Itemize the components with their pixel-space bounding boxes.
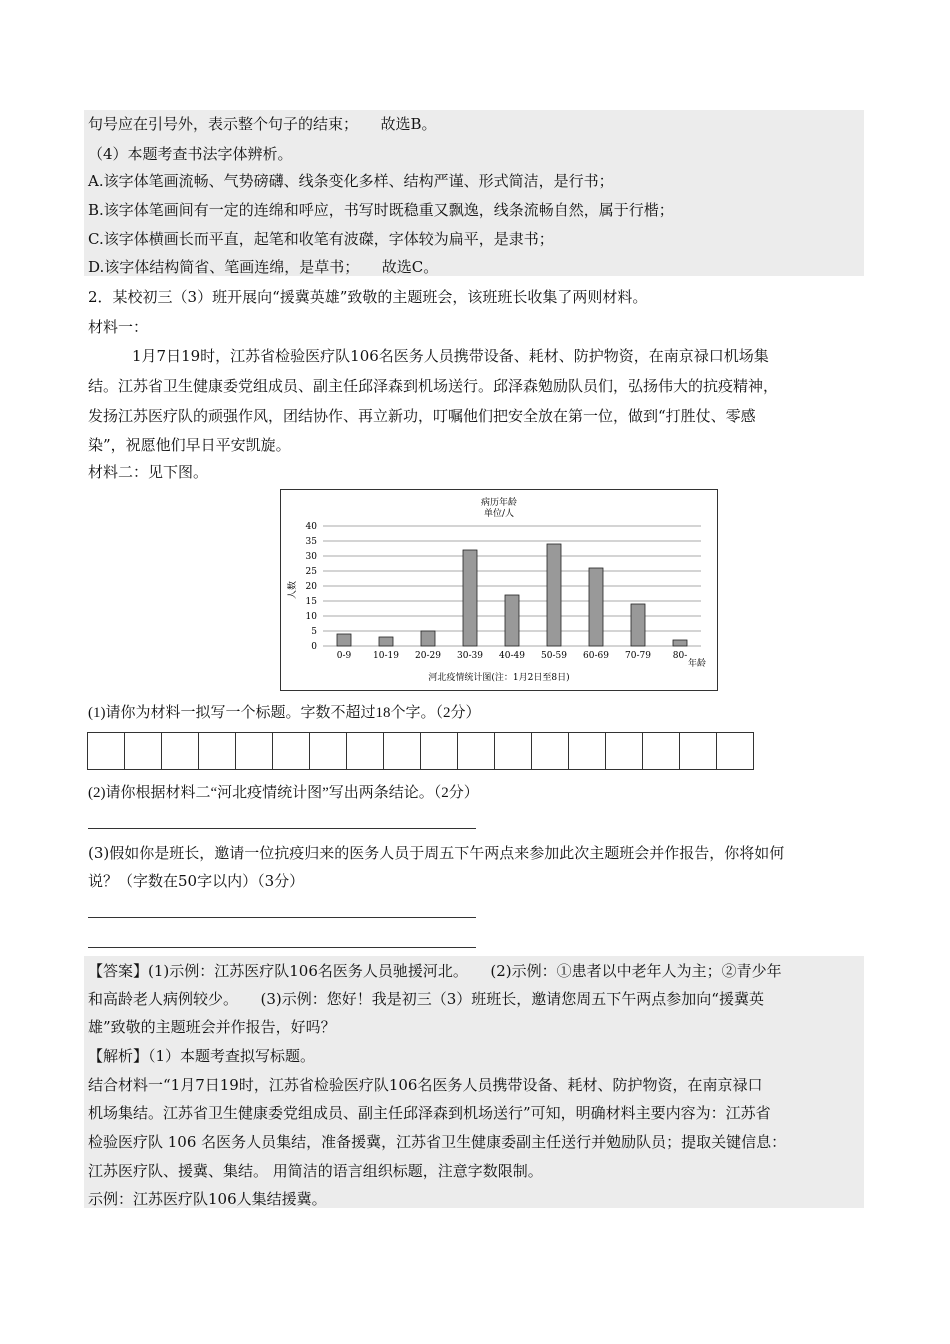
x-tick-label: 0-9 (336, 651, 352, 661)
answer-line[interactable] (88, 828, 476, 829)
chart-subtitle: 单位/人 (483, 509, 515, 519)
answer-grid-cell[interactable] (420, 732, 458, 770)
x-tick-label: 70-79 (625, 651, 651, 661)
analysis-text: 江苏医疗队、援冀、集结。 用简洁的语言组织标题，注意字数限制。 (88, 1162, 543, 1180)
material-1-text: 染”，祝愿他们早日平安凯旋。 (88, 436, 291, 454)
option-a: A.该字体笔画流畅、气势磅礴、线条变化多样、结构严谨、形式简洁，是行书； (88, 172, 614, 190)
option-b: B.该字体笔画间有一定的连绵和呼应，书写时既稳重又飘逸，线条流畅自然，属于行楷； (88, 201, 674, 219)
question-3: 说？（字数在50字以内）（3分） (88, 872, 305, 890)
answer-grid-cell[interactable] (161, 732, 199, 770)
y-tick-label: 5 (311, 627, 317, 637)
bar-20-29 (421, 631, 435, 646)
answer-grid-cell[interactable] (309, 732, 347, 770)
y-tick-label: 25 (305, 567, 317, 577)
y-tick-label: 0 (311, 642, 317, 652)
answer-grid-cell[interactable] (272, 732, 310, 770)
answer-grid-cell[interactable] (457, 732, 495, 770)
x-tick-label: 50-59 (541, 651, 567, 661)
question-stem: 2．某校初三（3）班开展向“援冀英雄”致敬的主题班会，该班班长收集了两则材料。 (88, 288, 648, 306)
material-1-text: 结。江苏省卫生健康委党组成员、副主任邱泽森到机场送行。邱泽森勉励队员们，弘扬伟大的抗疫精神， (88, 377, 779, 395)
bar-40-49 (505, 595, 519, 646)
x-tick-label: 20-29 (415, 651, 441, 661)
question-3: (3)假如你是班长，邀请一位抗疫归来的医务人员于周五下午两点来参加此次主题班会并作报告，你将如何 (88, 844, 785, 862)
analysis-text: 示例：江苏医疗队106人集结援冀。 (88, 1190, 327, 1208)
chart-title: 病历年龄 (480, 498, 518, 508)
y-tick-label: 40 (305, 522, 317, 532)
bar-0-9 (337, 634, 351, 646)
x-tick-label: 40-49 (499, 651, 525, 661)
material-1-text: 发扬江苏医疗队的顽强作风，团结协作、再立新功，叮嘱他们把安全放在第一位，做到“打胜仗、零感 (88, 407, 756, 425)
answer-grid-cell[interactable] (346, 732, 384, 770)
answer-grid (88, 732, 754, 770)
y-tick-label: 20 (305, 582, 317, 592)
answer-grid-cell[interactable] (679, 732, 717, 770)
bar-80- (673, 640, 687, 646)
answer-grid-cell[interactable] (494, 732, 532, 770)
analysis-text: 机场集结。江苏省卫生健康委党组成员、副主任邱泽森到机场送行”可知，明确材料主要内容为：江苏省 (88, 1104, 771, 1122)
answer-text: 和高龄老人病例较少。 (3)示例：您好！我是初三（3）班班长，邀请您周五下午两点参加向“援冀英 (88, 990, 764, 1008)
bar-50-59 (547, 544, 561, 646)
analysis-text: 结合材料一“1月7日19时，江苏省检验医疗队106名医务人员携带设备、耗材、防护物资，在南京禄口 (88, 1076, 763, 1094)
answer-grid-cell[interactable] (383, 732, 421, 770)
chart-ylabel: 人数 (288, 580, 298, 600)
answer-grid-cell[interactable] (198, 732, 236, 770)
question-2: (2)请你根据材料二“河北疫情统计图”写出两条结论。（2分） (88, 785, 479, 801)
explanation-line: （4）本题考查书法字体辨析。 (88, 145, 293, 163)
bar-70-79 (631, 604, 645, 646)
material-2-label: 材料二：见下图。 (88, 463, 209, 481)
analysis-text: 检验医疗队 106 名医务人员集结，准备援冀，江苏省卫生健康委副主任送行并勉励队员；提取关键信息： (88, 1133, 787, 1151)
y-tick-label: 15 (305, 597, 317, 607)
answer-grid-cell[interactable] (568, 732, 606, 770)
analysis-text: 【解析】（1）本题考查拟写标题。 (88, 1047, 316, 1065)
material-1-label: 材料一： (88, 318, 149, 336)
answer-text: 【答案】(1)示例：江苏医疗队106名医务人员驰援河北。 (2)示例：①患者以中老年人为主；②青少年 (88, 962, 782, 980)
chart-caption: 河北疫情统计图(注：1月2日至8日) (428, 673, 570, 683)
x-tick-label: 60-69 (583, 651, 609, 661)
answer-grid-cell[interactable] (87, 732, 125, 770)
answer-grid-cell[interactable] (531, 732, 569, 770)
chart-xlabel: 年龄 (687, 659, 707, 669)
bar-chart-svg (281, 490, 717, 690)
option-c: C.该字体横画长而平直，起笔和收笔有波磔，字体较为扁平，是隶书； (88, 230, 554, 248)
answer-text: 雄”致敬的主题班会并作报告，好吗？ (88, 1018, 336, 1036)
x-tick-label: 80- (672, 651, 688, 661)
x-tick-label: 10-19 (373, 651, 399, 661)
epidemic-chart (280, 489, 718, 691)
answer-grid-cell[interactable] (235, 732, 273, 770)
answer-grid-cell[interactable] (605, 732, 643, 770)
answer-line[interactable] (88, 917, 476, 918)
bar-10-19 (379, 637, 393, 646)
explanation-line: 句号应在引号外，表示整个句子的结束； 故选B。 (88, 115, 437, 133)
answer-grid-cell[interactable] (716, 732, 754, 770)
bar-60-69 (589, 568, 603, 646)
y-tick-label: 30 (305, 552, 317, 562)
x-tick-label: 30-39 (457, 651, 483, 661)
material-1-text: 1月7日19时，江苏省检验医疗队106名医务人员携带设备、耗材、防护物资，在南京禄口机场集 (132, 347, 769, 365)
question-1: (1)请你为材料一拟写一个标题。字数不超过18个字。（2分） (88, 705, 481, 721)
answer-line[interactable] (88, 947, 476, 948)
answer-grid-cell[interactable] (124, 732, 162, 770)
answer-grid-cell[interactable] (642, 732, 680, 770)
bar-30-39 (463, 550, 477, 646)
y-tick-label: 10 (305, 612, 317, 622)
y-tick-label: 35 (305, 537, 317, 547)
option-d: D.该字体结构简省、笔画连绵，是草书； 故选C。 (88, 258, 439, 276)
